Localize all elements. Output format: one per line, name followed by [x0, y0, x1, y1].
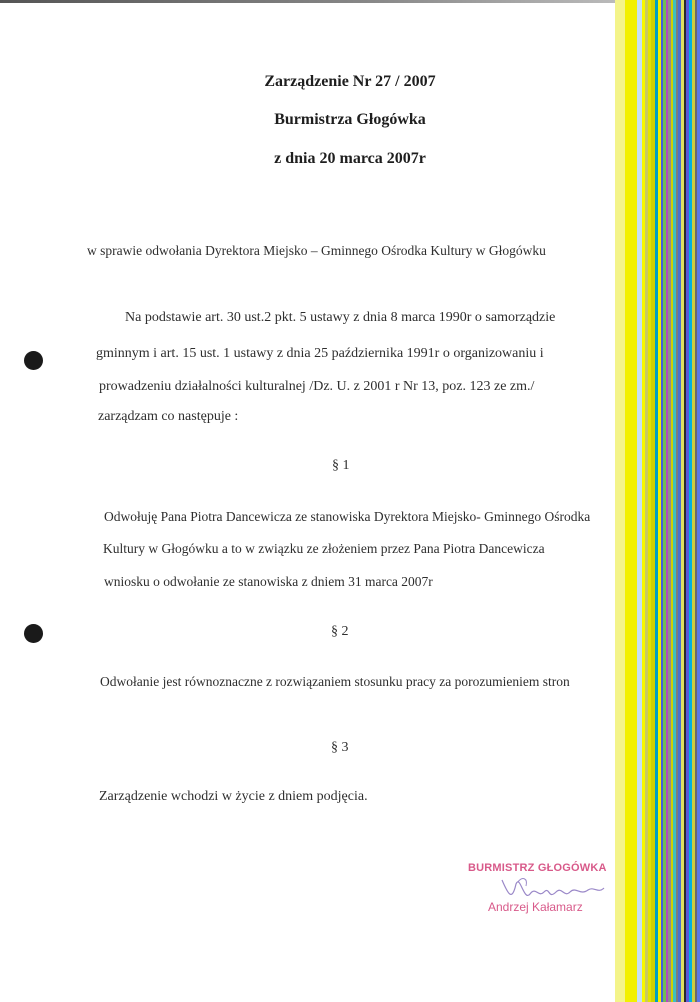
section-1-line-1: Odwołuję Pana Piotra Dancewicza ze stanowiska Dyrektora Miejsko- Gminnego Ośrodka: [104, 509, 591, 524]
section-2-line-1: Odwołanie jest równoznaczne z rozwiązaniem stosunku pracy za porozumieniem stron: [100, 674, 570, 689]
official-stamp: [468, 862, 618, 922]
punch-hole-top: [24, 351, 43, 370]
section-3-line-1: Zarządzenie wchodzi w życie z dniem podjęcia.: [99, 789, 368, 804]
document-date: z dnia 20 marca 2007r: [274, 150, 426, 167]
section-1-line-2: Kultury w Głogówku a to w związku ze złożeniem przez Pana Piotra Dancewicza: [103, 541, 545, 556]
issuing-authority: Burmistrza Głogówka: [274, 111, 426, 128]
preamble-line-3: prowadzeniu działalności kulturalnej /Dz. U. z 2001 r Nr 13, poz. 123 ze zm./: [99, 379, 535, 394]
preamble-line-4: zarządzam co następuje :: [98, 409, 239, 424]
preamble-line-2: gminnym i art. 15 ust. 1 ustawy z dnia 25 października 1991r o organizowaniu i: [96, 346, 544, 361]
document-title: Zarządzenie Nr 27 / 2007: [264, 73, 436, 90]
preamble-line-1: Na podstawie art. 30 ust.2 pkt. 5 ustawy z dnia 8 marca 1990r o samorządzie: [125, 310, 556, 325]
stamp-title: BURMISTRZ GŁOGÓWKA: [468, 862, 607, 874]
section-1-symbol: § 1: [332, 458, 350, 473]
subject-line: w sprawie odwołania Dyrektora Miejsko – Gminnego Ośrodka Kultury w Głogówku: [87, 243, 546, 258]
scan-edge: [0, 0, 620, 3]
punch-hole-bottom: [24, 624, 43, 643]
section-3-symbol: § 3: [331, 740, 349, 755]
stamp-name: Andrzej Kałamarz: [488, 900, 583, 914]
section-2-symbol: § 2: [331, 624, 349, 639]
section-1-line-3: wniosku o odwołanie ze stanowiska z dniem 31 marca 2007r: [104, 574, 433, 589]
